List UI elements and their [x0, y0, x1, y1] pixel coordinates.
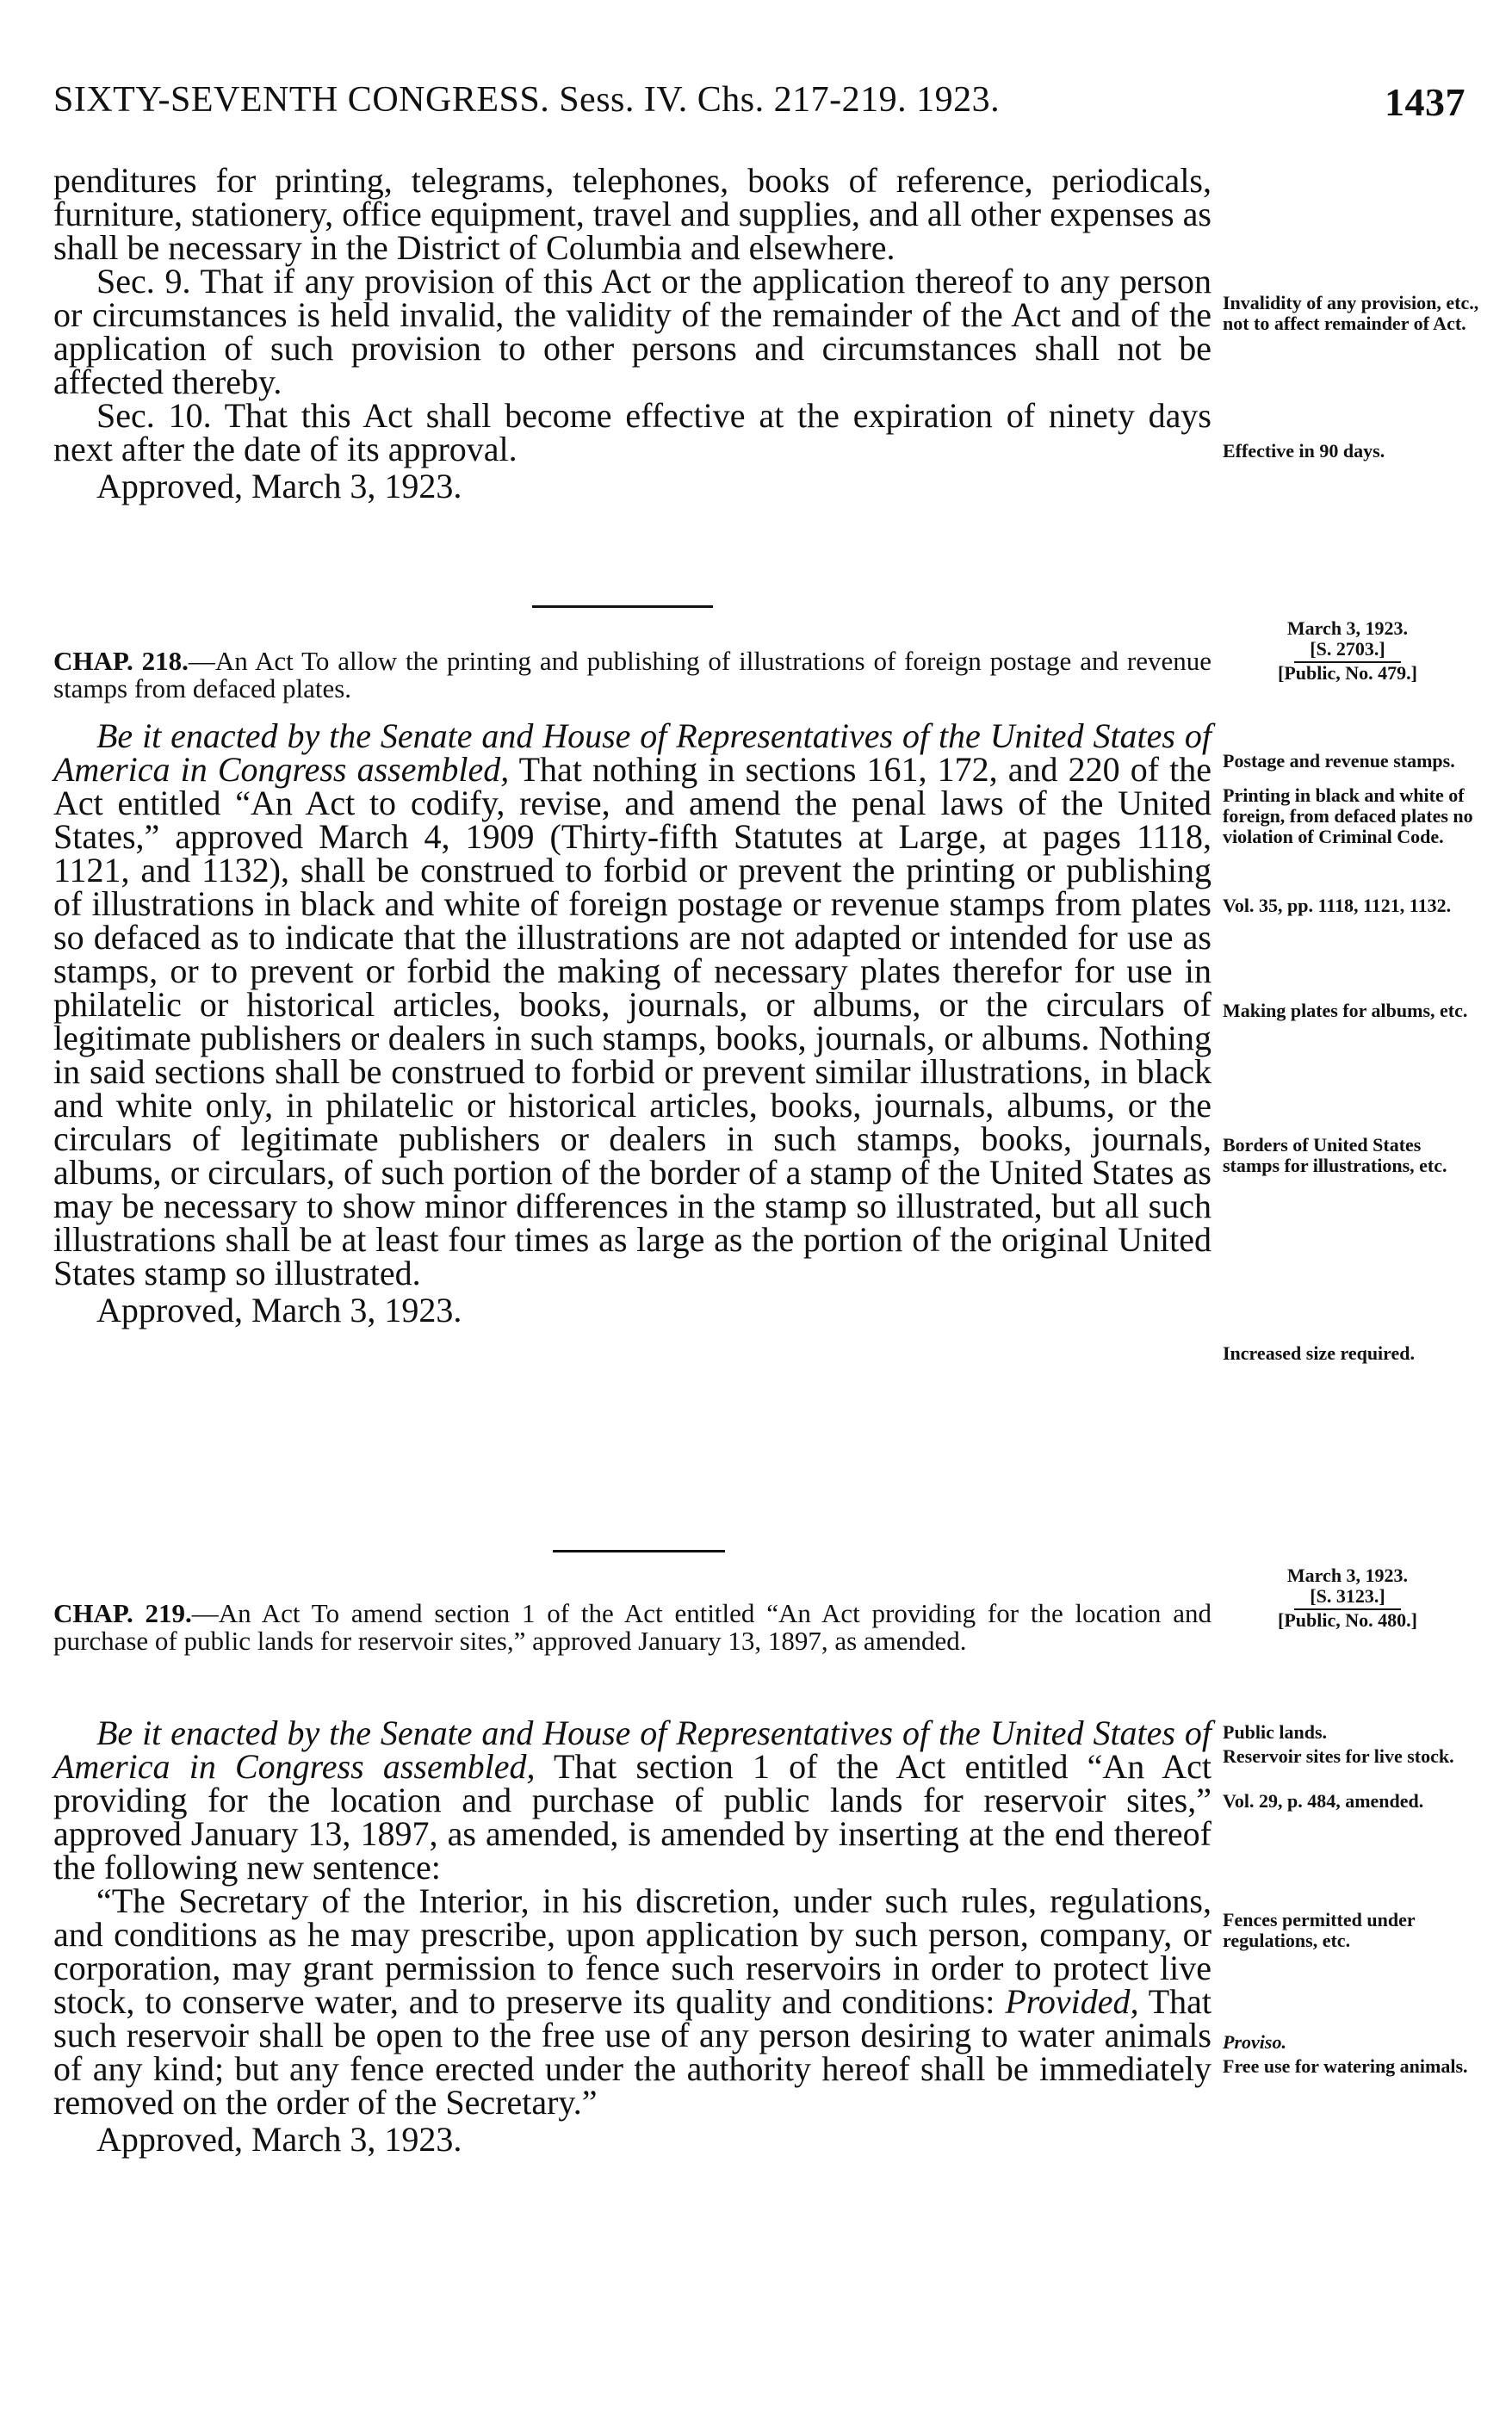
chap219-approved: Approved, March 3, 1923.: [96, 2120, 462, 2159]
chap218-title-text: —An Act To allow the printing and publishing of illustrations of foreign postage and revenue stamps from defaced plates.: [53, 646, 1211, 703]
chap218-bill: [S. 2703.]: [1294, 639, 1400, 663]
chap219-text: That section 1 of the Act entitled “An Act providing for the location and purchase of public lands for reservoir sites,” approved January 13, 1897, as amended, is amended by inserting at the end thereof the following new sentence:: [53, 1747, 1212, 1887]
chap218-title: [53, 648, 1211, 703]
chap218-text: That nothing in sections 161, 172, and 220 of the Act entitled “An Act to codify, revise, and amend the penal laws of the United States,” approved March 4, 1909 (Thirty-fifth Statutes at Large, at pages 1118, 1121, and 1132), shall be construed to forbid or prevent the printing or publishing of illustrations in black and white of foreign postage or revenue stamps from plates so defaced as to indicate that the illustrations are not adapted or intended for use as stamps, or to prevent or forbid the making of necessary plates therefor for use in philatelic or historical articles, books, journals, or albums, or the circulars of legitimate publishers or dealers in such stamps, books, journals, or albums. Nothing in said sections shall be construed to forbid or prevent similar illustrations, in black and white only, in philatelic or historical articles, books, journals, albums, or the circulars of legitimate publishers or dealers in such stamps, books, journals, albums, or circulars, of such portion of the border of a stamp of the United States as may be necessary to show minor differences in the stamp so illustrated, but all such illustrations shall be at least four times as large as the portion of the original United States stamp so illustrated.: [53, 750, 1212, 1292]
chap219-note-reservoir: Reservoir sites for live stock.: [1223, 1745, 1454, 1767]
chap219-note-volume: Vol. 29, p. 484, amended.: [1223, 1790, 1424, 1812]
chap219-label: CHAP. 219.: [53, 1598, 192, 1628]
section-9: Sec. 9. That if any provision of this Act or the application thereof to any person or circumstances is held invalid, the validity of the remainder of the Act and of the application of such provision to other persons and circumstances shall not be affected thereby.: [53, 262, 1211, 401]
chap219-bill: [S. 3123.]: [1294, 1586, 1400, 1610]
margin-note-effective: Effective in 90 days.: [1223, 440, 1385, 462]
chap219-title: [53, 1600, 1211, 1655]
chap219-quote-a: “The Secretary of the Interior, in his discretion, under such rules, regulations, and conditions as he may prescribe, upon application by such person, company, or corporation, may grant permission to fence such reservoirs in order to protect live stock, to conserve water, and to preserve its quality and conditions:: [53, 1881, 1211, 2021]
chap218-note-borders: Borders of United States stamps for illustrations, etc.: [1223, 1134, 1447, 1176]
chap218-note-volume: Vol. 35, pp. 1118, 1121, 1132.: [1223, 895, 1452, 916]
chap219-proviso-word: Provided,: [1005, 1982, 1139, 2021]
section-10: Sec. 10. That this Act shall become effective at the expiration of ninety days next after the date of its approval.: [53, 396, 1211, 468]
chap218-body: [53, 716, 1212, 1329]
chap219-note-fences: Fences permitted under regulations, etc.: [1223, 1909, 1416, 1951]
section-divider-2: [553, 1550, 725, 1552]
chap219-title-text: —An Act To amend section 1 of the Act entitled “An Act providing for the location and purchase of public lands for reservoir sites,” approved January 13, 1897, as amended.: [53, 1598, 1211, 1656]
chap219-note-proviso: Proviso.: [1223, 2031, 1286, 2053]
chap218-label: CHAP. 218.: [53, 646, 189, 676]
chap218-note-increased-size: Increased size required.: [1223, 1342, 1416, 1364]
carryover-paragraph: penditures for printing, telegrams, telephones, books of reference, periodicals, furniture, stationery, office equipment, travel and supplies, and all other expenses as shall be necessary in the District of Columbia and elsewhere.: [53, 161, 1211, 267]
running-title: SIXTY-SEVENTH CONGRESS. Sess. IV. Chs. 217-219. 1923.: [53, 80, 1001, 120]
chap218-approved: Approved, March 3, 1923.: [96, 1291, 462, 1329]
chap218-note-printing: Printing in black and white of foreign, from defaced plates no violation of Criminal Code.: [1223, 784, 1473, 847]
chap218-note-making-plates: Making plates for albums, etc.: [1223, 1000, 1468, 1021]
chap218-public: [Public, No. 479.]: [1278, 662, 1417, 684]
chap219-quote-b: That such reservoir shall be open to the free use of any person desiring to water animals of any kind; but any fence erected under the authority hereof shall be immediately removed on the order of the Secretary.”: [53, 1982, 1212, 2122]
section-divider: [532, 605, 713, 608]
chap218-note-postage: Postage and revenue stamps.: [1223, 750, 1455, 772]
chap218-docket: [1223, 618, 1472, 684]
running-header: [53, 79, 1466, 124]
chap219-note-free-use: Free use for watering animals.: [1223, 2055, 1468, 2077]
chap219-body: [53, 1713, 1212, 2159]
chap219-enacting-clause: Be it enacted by the Senate and House of Representatives of the United States of America in Congress assembled,: [53, 1713, 1211, 1786]
chap219-note-public-lands: Public lands.: [1223, 1721, 1328, 1743]
chap218-enacting-clause: Be it enacted by the Senate and House of Representatives of the United States of America in Congress assembled,: [53, 716, 1211, 789]
page-number: 1437: [1385, 80, 1466, 124]
carryover-section: [53, 161, 1211, 505]
chap219-public: [Public, No. 480.]: [1278, 1609, 1417, 1631]
approved-line: Approved, March 3, 1923.: [96, 467, 462, 505]
chap218-date: March 3, 1923.: [1286, 617, 1409, 639]
margin-note-invalidity: Invalidity of any provision, etc., not to affect remainder of Act.: [1223, 292, 1479, 334]
chap219-docket: [1223, 1565, 1472, 1631]
chap219-date: March 3, 1923.: [1286, 1565, 1409, 1586]
